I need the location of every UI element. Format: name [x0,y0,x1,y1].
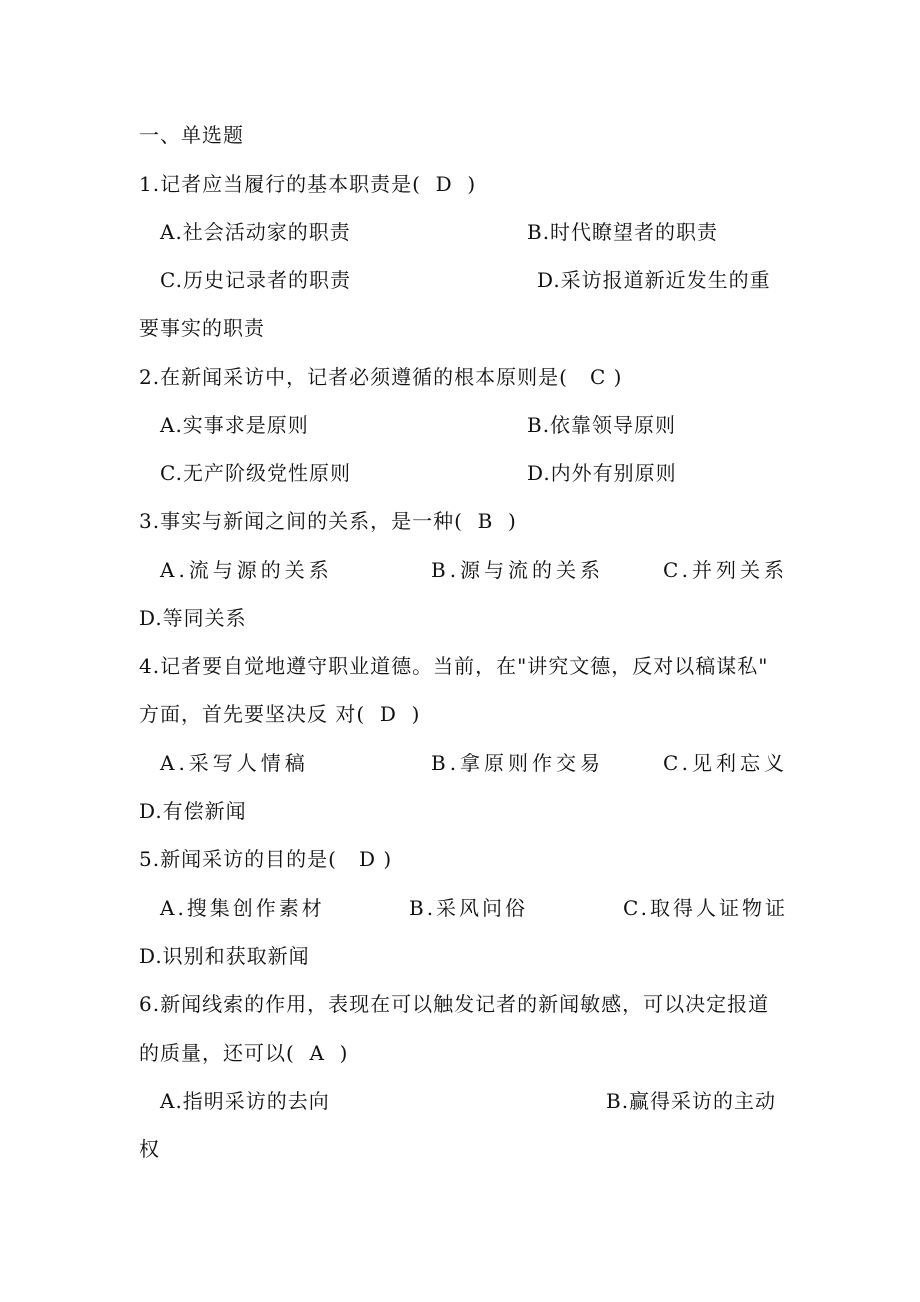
question-1-option-b: B.时代瞭望者的职责 [527,220,719,244]
question-6-option-b-wrap: 权 [139,1137,160,1161]
question-2-option-b: B.依靠领导原则 [527,413,677,437]
question-4-option-d: D.有偿新闻 [139,799,247,823]
question-1-stem: 1.记者应当履行的基本职责是( D ) [139,172,477,196]
question-3-option-d: D.等同关系 [139,606,247,630]
question-3-option-a: A.流与源的关系 [160,558,333,582]
question-4-stem: 4.记者要自觉地遵守职业道德。当前，在"讲究文德，反对以稿谋私" [139,654,769,678]
question-6-option-b: B.赢得采访的主动 [606,1089,777,1113]
question-4-option-b: B.拿原则作交易 [431,751,605,775]
question-1-option-c: C.历史记录者的职责 [160,268,351,292]
section-title: 一、单选题 [139,123,244,147]
question-1-option-d-wrap: 要事实的职责 [139,316,265,340]
question-6-stem-continued: 的质量，还可以( A ) [139,1041,349,1065]
question-5-option-d: D.识别和获取新闻 [139,944,310,968]
question-4-option-a: A.采写人情稿 [160,751,309,775]
question-5-option-c: C.取得人证物证 [623,896,788,920]
question-2-option-c: C.无产阶级党性原则 [160,461,351,485]
question-2-option-d: D.内外有别原则 [527,461,677,485]
question-5-option-a: A.搜集创作素材 [160,896,325,920]
question-1-option-a: A.社会活动家的职责 [160,220,351,244]
question-4-option-c: C.见利忘义 [663,751,788,775]
question-6-stem: 6.新闻线索的作用，表现在可以触发记者的新闻敏感，可以决定报道 [139,992,770,1016]
question-4-stem-continued: 方面，首先要坚决反 对( D ) [139,702,421,726]
question-5-option-b: B.采风问俗 [409,896,529,920]
question-6-option-a: A.指明采访的去向 [160,1089,330,1113]
question-5-stem: 5.新闻采访的目的是( D ) [139,847,393,871]
question-3-option-b: B.源与流的关系 [431,558,605,582]
question-3-option-c: C.并列关系 [663,558,788,582]
question-1-option-d: D.采访报道新近发生的重 [537,268,771,292]
question-3-stem: 3.事实与新闻之间的关系，是一种( B ) [139,509,517,533]
question-2-option-a: A.实事求是原则 [160,413,309,437]
question-2-stem: 2.在新闻采访中，记者必须遵循的根本原则是( C ) [139,365,623,389]
